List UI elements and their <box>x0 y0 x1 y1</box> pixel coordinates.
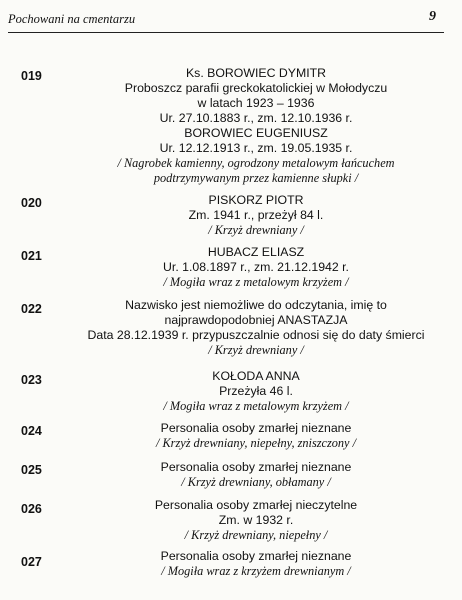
person-info-line: HUBACZ ELIASZ <box>207 245 305 259</box>
entry-description <box>82 421 430 451</box>
person-info-line: Ks. BOROWIEC DYMITR <box>185 66 327 80</box>
person-info-line: Zm. 1941 r., przeżył 84 l. <box>188 208 324 222</box>
person-info-line: Personalia osoby zmarłej nieczytelne <box>154 498 358 512</box>
page-number: 9 <box>429 9 436 24</box>
entry-number: 026 <box>21 502 42 516</box>
grave-description-line: / Krzyż drewniany, obłamany / <box>181 475 331 489</box>
entry-description <box>82 498 430 543</box>
grave-description-line: podtrzymywanym przez kamienne słupki / <box>153 171 359 185</box>
entry-description <box>82 193 430 238</box>
entry-number: 019 <box>21 69 42 83</box>
page-header <box>8 8 444 33</box>
person-info-line: Data 28.12.1939 r. przypuszczalnie odnosi się do daty śmierci <box>87 328 425 342</box>
person-info-line: KOŁODA ANNA <box>212 369 300 383</box>
running-title: Pochowani na cmentarzu <box>8 12 136 26</box>
grave-description-line: / Mogiła wraz z metalowym krzyżem / <box>163 399 349 413</box>
entry-number: 027 <box>21 555 42 569</box>
person-info-line: BOROWIEC EUGENIUSZ <box>184 126 328 140</box>
grave-description-line: / Krzyż drewniany, niepełny / <box>184 528 328 542</box>
grave-description-line: / Nagrobek kamienny, ogrodzony metalowym łańcuchem <box>117 156 395 170</box>
grave-description-line: / Mogiła wraz z metalowym krzyżem / <box>163 275 349 289</box>
person-info-line: PISKORZ PIOTR <box>208 193 304 207</box>
person-info-line: Ur. 27.10.1883 r., zm. 12.10.1936 r. <box>159 111 353 125</box>
entry-description <box>82 66 430 186</box>
person-info-line: Personalia osoby zmarłej nieznane <box>160 421 352 435</box>
entry-number: 021 <box>21 249 42 263</box>
person-info-line: Nazwisko jest niemożliwe do odczytania, imię to <box>125 298 387 312</box>
person-info-line: najprawdopodobniej ANASTAZJA <box>164 313 348 327</box>
grave-description-line: / Mogiła wraz z krzyżem drewnianym / <box>161 564 351 578</box>
person-info-line: Przeżyła 46 l. <box>219 384 293 398</box>
entry-number: 020 <box>21 196 42 210</box>
person-info-line: Personalia osoby zmarłej nieznane <box>160 549 352 563</box>
person-info-line: Ur. 12.12.1913 r., zm. 19.05.1935 r. <box>159 141 353 155</box>
grave-description-line: / Krzyż drewniany, niepełny, zniszczony / <box>155 436 357 450</box>
entry-number: 024 <box>21 424 42 438</box>
entry-number: 022 <box>21 302 42 316</box>
entry-description <box>82 245 430 290</box>
grave-description-line: / Krzyż drewniany / <box>208 223 304 237</box>
person-info-line: Ur. 1.08.1897 r., zm. 21.12.1942 r. <box>163 260 349 274</box>
entry-description <box>82 298 430 358</box>
grave-description-line: / Krzyż drewniany / <box>208 343 304 357</box>
entry-description <box>82 460 430 490</box>
entry-number: 023 <box>21 373 42 387</box>
person-info-line: w latach 1923 – 1936 <box>197 96 315 110</box>
person-info-line: Zm. w 1932 r. <box>218 513 294 527</box>
entry-description <box>82 549 430 579</box>
entry-description <box>82 369 430 414</box>
person-info-line: Personalia osoby zmarłej nieznane <box>160 460 352 474</box>
person-info-line: Proboszcz parafii greckokatolickiej w Mołodyczu <box>124 81 388 95</box>
entry-number: 025 <box>21 463 42 477</box>
